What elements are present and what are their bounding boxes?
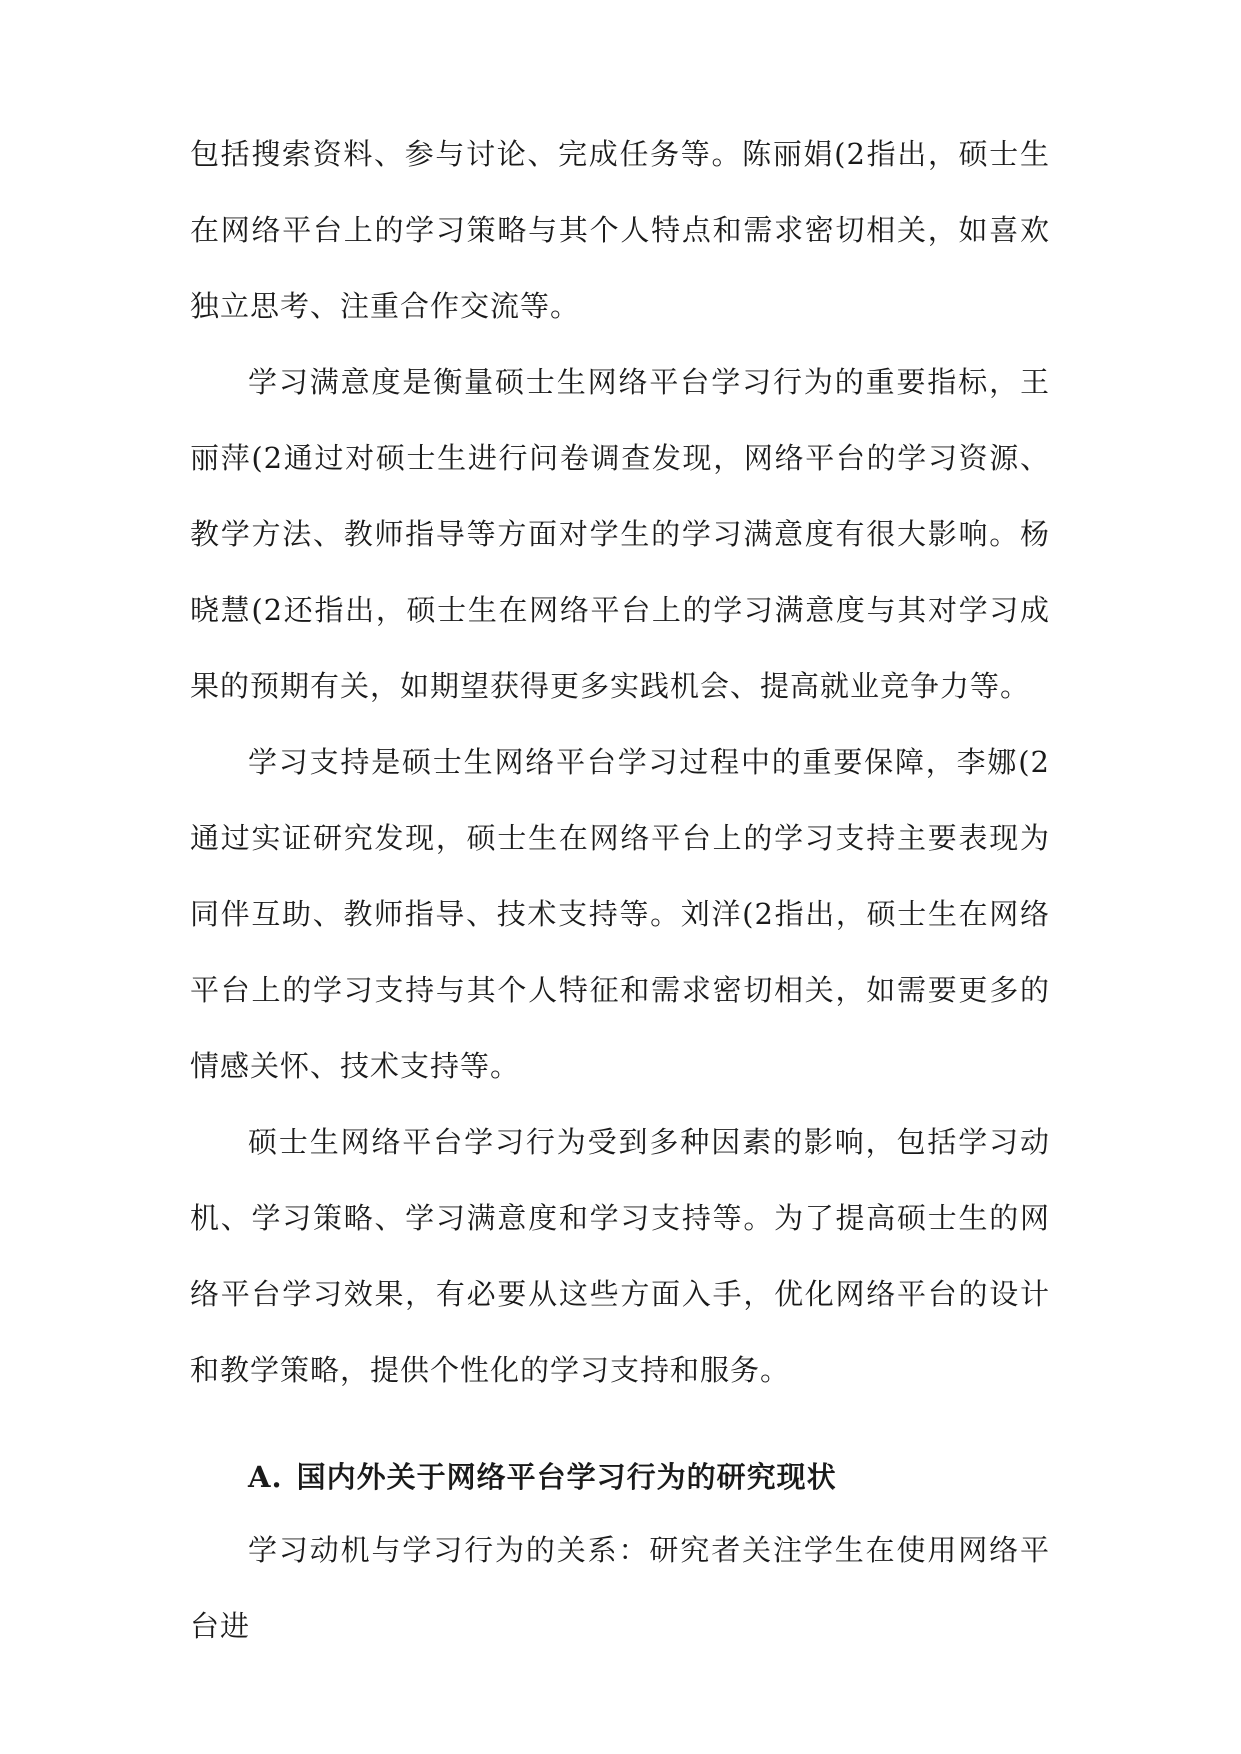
section-title: 国内外关于网络平台学习行为的研究现状: [296, 1460, 837, 1494]
body-text-lower: [190, 1512, 1050, 1664]
section-number: A.: [248, 1460, 283, 1494]
section-heading: [248, 1455, 837, 1496]
paragraph-1: 包括搜索资料、参与讨论、完成任务等。陈丽娟(2指出，硕士生在网络平台上的学习策略与其个人特点和需求密切相关，如喜欢独立思考、注重合作交流等。: [190, 137, 1050, 323]
paragraph-4: 硕士生网络平台学习行为受到多种因素的影响，包括学习动机、学习策略、学习满意度和学习支持等。为了提高硕士生的网络平台学习效果，有必要从这些方面入手，优化网络平台的设计和教学策略，提供个性化的学习支持和服务。: [190, 1125, 1050, 1387]
paragraph-2: 学习满意度是衡量硕士生网络平台学习行为的重要指标，王丽萍(2通过对硕士生进行问卷调查发现，网络平台的学习资源、教学方法、教师指导等方面对学生的学习满意度有很大影响。杨晓慧(2还指出，硕士生在网络平台上的学习满意度与其对学习成果的预期有关，如期望获得更多实践机会、提高就业竞争力等。: [190, 365, 1050, 703]
paragraph-5: 学习动机与学习行为的关系：研究者关注学生在使用网络平台进: [190, 1533, 1050, 1643]
paragraph-3: 学习支持是硕士生网络平台学习过程中的重要保障，李娜(2通过实证研究发现，硕士生在网络平台上的学习支持主要表现为同伴互助、教师指导、技术支持等。刘洋(2指出，硕士生在网络平台上的学习支持与其个人特征和需求密切相关，如需要更多的情感关怀、技术支持等。: [190, 745, 1050, 1083]
body-text-upper: [190, 116, 1050, 1408]
